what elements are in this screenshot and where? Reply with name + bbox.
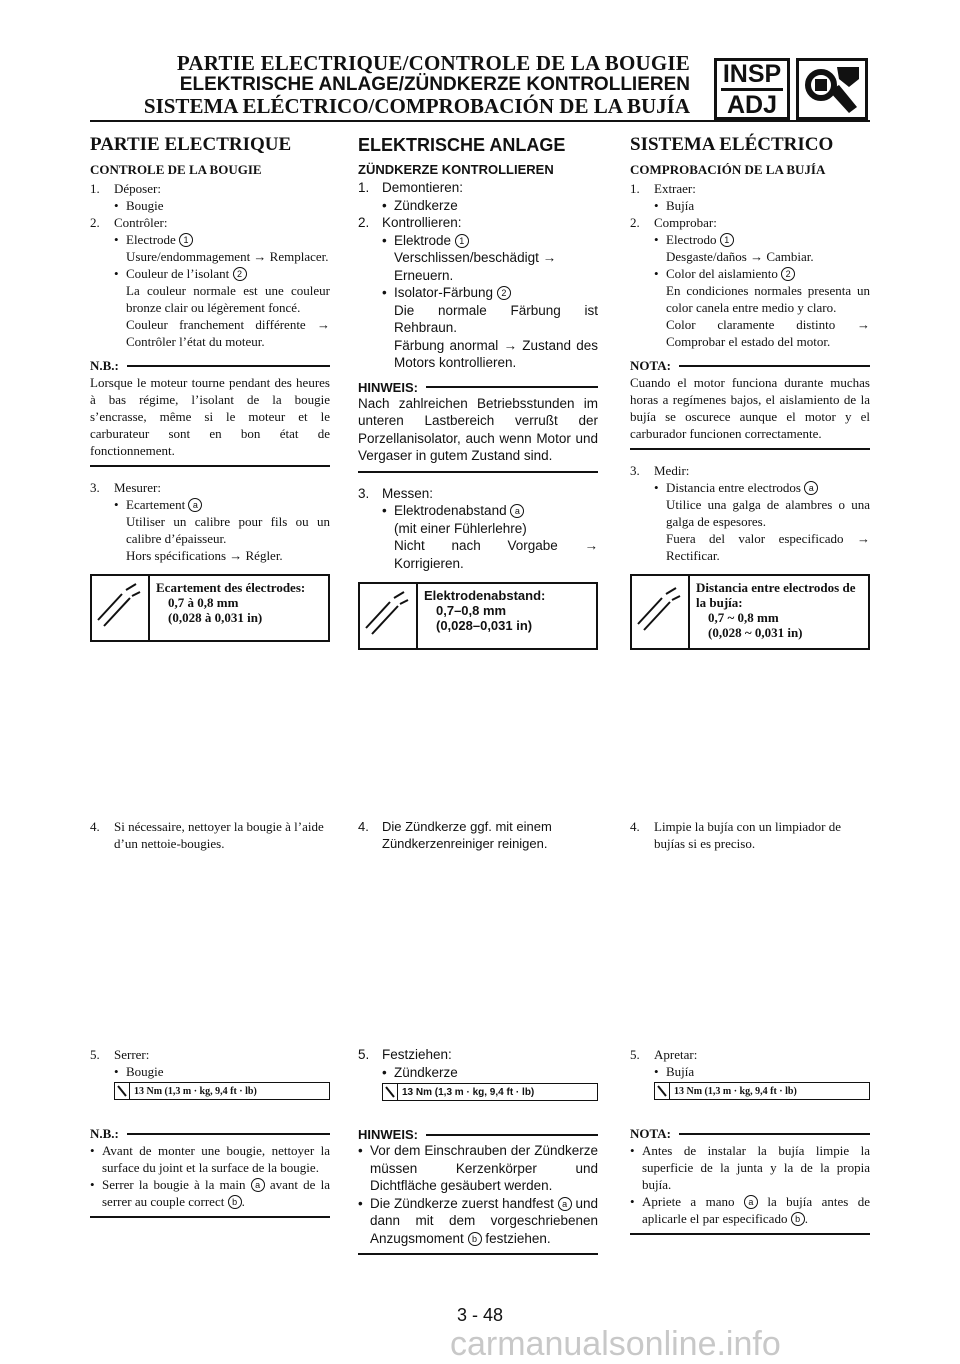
step-item: Bujía (666, 1064, 695, 1079)
note-heading: NOTA: (630, 358, 671, 373)
header-title-es: SISTEMA ELÉCTRICO/COMPROBACIÓN DE LA BUJÍA (143, 94, 690, 118)
column-spanish: SISTEMA ELÉCTRICO COMPROBACIÓN DE LA BUJÍA 1. Extraer: • Bujía 2. Comprobar: • Electrodo 1 Desgaste/daños → Cambiar. • Color del aislamiento 2 En condiciones normales presenta un color canela entre medio y claro. Color claramente distinto → Comprobar el estado del motor. NOTA: Cuando el motor funciona durante muchas horas a regímenes bajos, el aislamiento de la bujía se oscurece aunque el motor y el carburador funcionen correctamente. 3. Medir: • Distancia entre electrodos a Utilice una galga de alambres o una galga de espesores. Fuera del valor especificado → Rectificar. Distancia entre electrodos de la bujía: 0,7 ~ 0,8 mm (0,028 ~ 0,031 in) (630, 134, 870, 650)
step-number: 1. (358, 180, 370, 195)
torque-spec (114, 1082, 330, 1100)
note-heading: N.B.: (90, 1126, 119, 1141)
step-label: Limpie la bujía con un limpiador de bujías si es preciso. (654, 819, 842, 851)
step-5-fr: 5. Serrer: • Bougie 13 Nm (1,3 m · kg, 9,4 ft · lb) N.B.: • Avant de monter une bougie, nettoyer la surface du joint et la surface de la bougie. • Serrer la bougie à la main a avant de la serrer au couple correct b . (90, 1046, 330, 1218)
step-detail: Color claramente distinto → Comprobar el estado del motor. (666, 317, 870, 349)
section-title: ELEKTRISCHE ANLAGE (358, 135, 566, 155)
callout-marker: a (251, 1178, 265, 1192)
step-label: Demontieren: (382, 180, 464, 195)
callout-marker: b (791, 1212, 805, 1226)
torque-value: 13 Nm (1,3 m · kg, 9,4 ft · lb) (674, 1085, 797, 1097)
page-header (90, 52, 690, 117)
step-label: Apretar: (654, 1047, 698, 1062)
step-item: Distancia entre electrodos (666, 480, 801, 495)
step-number: 5. (358, 1047, 370, 1062)
header-title-de: ELEKTRISCHE ANLAGE/ZÜNDKERZE KONTROLLIEREN (179, 74, 690, 95)
torque-value: 13 Nm (1,3 m · kg, 9,4 ft · lb) (134, 1085, 257, 1097)
step-4-es (630, 818, 870, 852)
spec-label: Elektrodenabstand: (424, 588, 546, 603)
note-heading: HINWEIS: (358, 1127, 418, 1142)
note-bullet-end: festziehen. (485, 1230, 551, 1246)
step-detail: Die normale Färbung ist Rehbraun. (394, 302, 598, 335)
step-detail: Nicht nach Vorgabe → Korrigieren. (394, 538, 598, 571)
callout-marker: 1 (179, 233, 193, 247)
torque-spec (654, 1082, 870, 1100)
step-item: Couleur de l’isolant (126, 266, 230, 281)
note-body: Lorsque le moteur tourne pendant des heures à bas régime, l’isolant de la bougie s’encrasse, même si le moteur et le carburateur sont en bon état de fonctionnement. (90, 375, 330, 458)
step-detail: Utilice una galga de alambres o una galga de espesores. (666, 497, 870, 529)
callout-marker: 2 (233, 267, 247, 281)
step-item: Electrode (126, 232, 176, 247)
step-item: Ecartement (126, 497, 186, 512)
step-number: 3. (90, 480, 100, 495)
note-end-rule (90, 465, 330, 467)
column-french: PARTIE ELECTRIQUE CONTROLE DE LA BOUGIE 1. Déposer: • Bougie 2. Contrôler: • Electrode 1 Usure/endommagement → Remplacer. • Couleur de l’isolant 2 La couleur normale est une couleur bronze clair ou légèrement foncé. Couleur franchement différente → Contrôler l’état du moteur. N.B.: Lorsque le moteur tourne pendant des heures à bas régime, l’isolant de la bougie s’encrasse, même si le moteur et le carburateur sont en bon état de fonctionnement. 3. Mesurer: • Ecartement a Utiliser un calibre pour fils ou un calibre d’épaisseur. Hors spécifications → Régler. Ecartement des électrodes: 0,7 à 0,8 mm (0,028 à 0,031 in) (90, 134, 330, 642)
step-label: Comprobar: (654, 215, 717, 230)
note-bullet-end: . (804, 1211, 808, 1226)
subsection-title: COMPROBACIÓN DE LA BUJÍA (630, 162, 826, 177)
spec-value: 0,7 ~ 0,8 mm (708, 610, 779, 625)
step-label: Contrôler: (114, 215, 168, 230)
note-heading: N.B.: (90, 358, 119, 373)
spec-value-imperial: (0,028 à 0,031 in) (168, 610, 263, 625)
note-end-rule (630, 448, 870, 450)
callout-marker: a (188, 498, 202, 512)
step-item: Elektrode (394, 232, 452, 248)
torque-wrench-icon (115, 1083, 130, 1099)
spec-box (358, 582, 598, 650)
step-label: Si nécessaire, nettoyer la bougie à l’aide d’un nettoie-bougies. (114, 819, 324, 851)
note-bullet-cont: la bujía antes de aplicarle el par especificado (642, 1194, 871, 1226)
note-end-rule (358, 471, 598, 473)
note-bullet: Avant de monter une bougie, nettoyer la surface du joint et la surface de la bougie. (102, 1143, 330, 1175)
step-detail: Färbung anormal → Zustand des Motors kontrollieren. (394, 337, 598, 370)
subsection-title: ZÜNDKERZE KONTROLLIEREN (358, 162, 554, 177)
step-detail: (mit einer Fühlerlehre) (394, 520, 527, 536)
step-item: Color del aislamiento (666, 266, 778, 281)
spec-value-imperial: (0,028 ~ 0,031 in) (708, 625, 803, 640)
note-heading: HINWEIS: (358, 379, 418, 395)
step-number: 2. (358, 215, 370, 230)
step-label: Kontrollieren: (382, 215, 462, 230)
step-label: Festziehen: (382, 1047, 452, 1062)
callout-marker: 2 (781, 267, 795, 281)
torque-wrench-icon (383, 1084, 398, 1100)
step-number: 4. (358, 819, 369, 834)
step-label: Extraer: (654, 181, 696, 196)
step-number: 3. (358, 485, 370, 501)
spec-value: 0,7 à 0,8 mm (168, 595, 239, 610)
step-number: 2. (90, 215, 100, 230)
step-number: 5. (630, 1047, 640, 1062)
step-number: 4. (90, 819, 100, 834)
step-label: Die Zündkerze ggf. mit einem Zündkerzenreiniger reinigen. (382, 819, 552, 851)
header-rule (90, 120, 870, 122)
step-detail: Verschlissen/beschädigt → Erneuern. (394, 250, 557, 283)
note-bullet-cont: und dann mit dem vorgeschriebenen Anzugsmoment (370, 1195, 598, 1246)
note-bullet: Vor dem Einschrauben der Zündkerze müssen Kerzenkörper und Dichtfläche gesäubert werden. (370, 1143, 598, 1193)
step-detail: En condiciones normales presenta un color canela entre medio y claro. (666, 283, 870, 315)
step-item: Zündkerze (394, 197, 458, 213)
callout-marker: 1 (720, 233, 734, 247)
note-bullet: Die Zündkerze zuerst handfest (370, 1195, 554, 1211)
note-bullet: Serrer la bougie à la main (102, 1177, 246, 1192)
feeler-gauge-icon (92, 576, 150, 640)
step-number: 5. (90, 1047, 100, 1062)
badge-adj: ADJ (726, 91, 777, 119)
wrench-icon (796, 58, 868, 120)
torque-value: 13 Nm (1,3 m · kg, 9,4 ft · lb) (402, 1086, 535, 1098)
step-4-fr (90, 818, 330, 852)
callout-marker: a (510, 504, 524, 518)
callout-marker: 1 (455, 234, 469, 248)
note-body: Cuando el motor funciona durante muchas horas a regímenes bajos, el aislamiento de la bujía se oscurece aunque el motor y el carburador funcionen correctamente. (630, 375, 870, 441)
step-item: Isolator-Färbung (394, 285, 494, 300)
step-detail: Fuera del valor especificado → Rectificar. (666, 531, 870, 563)
step-item: Electrodo (666, 232, 717, 247)
feeler-gauge-icon (632, 576, 690, 648)
callout-marker: b (468, 1232, 482, 1246)
step-label: Serrer: (114, 1047, 150, 1062)
step-detail: Couleur franchement différente → Contrôler l’état du moteur. (126, 317, 330, 349)
spec-label: Distancia entre electrodos de la bujía: (696, 580, 856, 610)
note-bullet-cont: avant de la serrer au couple correct (102, 1177, 330, 1209)
step-number: 4. (630, 819, 640, 834)
column-german: ELEKTRISCHE ANLAGE ZÜNDKERZE KONTROLLIEREN 1. Demontieren: • Zündkerze 2. Kontrollieren: • Elektrode 1 Verschlissen/beschädigt → Erneuern. • Isolator-Färbung 2 Die normale Färbung ist Rehbraun. Färbung anormal → Zustand des Motors kontrollieren. HINWEIS: Nach zahlreichen Betriebsstunden im unteren Lastbereich verrußt der Porzellanisolator, auch wenn Motor und Vergaser in gutem Zustand sind. 3. Messen: • Elektrodenabstand a (mit einer Fühlerlehre) Nicht nach Vorgabe → Korrigieren. Elektrodenabstand: 0,7–0,8 mm (0,028–0,031 in) (358, 134, 598, 650)
torque-wrench-icon (655, 1083, 670, 1099)
note-bullet: Antes de instalar la bujía limpie la superficie de la junta y la de la propia bujía. (642, 1143, 870, 1192)
step-item: Elektrodenabstand (394, 503, 507, 518)
spec-value-imperial: (0,028–0,031 in) (436, 618, 533, 633)
torque-spec (382, 1083, 598, 1101)
step-item: Bougie (126, 198, 164, 213)
note-heading: NOTA: (630, 1126, 671, 1141)
step-item: Bujía (666, 198, 695, 213)
step-4-de (358, 818, 598, 852)
note-end-rule (358, 1253, 598, 1255)
step-detail: Hors spécifications → Régler. (126, 548, 283, 563)
step-number: 2. (630, 215, 640, 230)
step-5-de: 5. Festziehen: • Zündkerze 13 Nm (1,3 m · kg, 9,4 ft · lb) HINWEIS: • Vor dem Einschrauben der Zündkerze müssen Kerzenkörper und Dichtfläche gesäubert werden. • Die Zündkerze zuerst handfest a und dann mit dem vorgeschriebenen Anzugsmoment b festziehen. (358, 1046, 598, 1255)
note-body: Nach zahlreichen Betriebsstunden im unteren Lastbereich verrußt der Porzellanisolator, auch wenn Motor und Vergaser in gutem Zustand sind. (358, 395, 598, 463)
step-detail: Utiliser un calibre pour fils ou un calibre d’épaisseur. (126, 514, 330, 546)
step-detail: Desgaste/daños → Cambiar. (666, 249, 814, 264)
step-label: Medir: (654, 463, 690, 478)
section-title: SISTEMA ELÉCTRICO (630, 134, 834, 155)
callout-marker: a (744, 1195, 758, 1209)
note-bullet-end: . (241, 1194, 245, 1209)
section-title: PARTIE ELECTRIQUE (90, 134, 292, 155)
step-detail: Usure/endommagement → Remplacer. (126, 249, 329, 264)
step-detail: La couleur normale est une couleur bronze clair ou légèrement foncé. (126, 283, 330, 315)
step-item: Zündkerze (394, 1064, 458, 1080)
step-label: Mesurer: (114, 480, 161, 495)
step-label: Messen: (382, 485, 434, 501)
spec-value: 0,7–0,8 mm (436, 603, 507, 618)
subsection-title: CONTROLE DE LA BOUGIE (90, 162, 262, 177)
note-end-rule (630, 1233, 870, 1235)
step-number: 1. (90, 181, 100, 196)
callout-marker: b (228, 1195, 242, 1209)
step-number: 1. (630, 181, 640, 196)
step-number: 3. (630, 463, 640, 478)
note-bullet: Apriete a mano (642, 1194, 735, 1209)
note-end-rule (90, 1216, 330, 1218)
badge-insp: INSP (721, 61, 783, 91)
step-item: Bougie (126, 1064, 164, 1079)
callout-marker: 2 (497, 286, 511, 300)
spec-box (90, 574, 330, 642)
callout-marker: a (558, 1197, 572, 1211)
feeler-gauge-icon (360, 584, 418, 648)
spec-box (630, 574, 870, 650)
step-label: Déposer: (114, 181, 161, 196)
callout-marker: a (804, 481, 818, 495)
spec-label: Ecartement des électrodes: (156, 580, 306, 595)
header-title-fr: PARTIE ELECTRIQUE/CONTROLE DE LA BOUGIE (176, 51, 690, 75)
page-number: 3 - 48 (456, 1305, 504, 1325)
insp-adj-badge (714, 58, 790, 120)
watermark: carmanualsonline.info (450, 1325, 781, 1363)
step-5-es: 5. Apretar: • Bujía 13 Nm (1,3 m · kg, 9,4 ft · lb) NOTA: • Antes de instalar la bujía limpie la superficie de la junta y la de la propia bujía. • Apriete a mano a la bujía antes de aplicarle el par especificado b . (630, 1046, 870, 1235)
